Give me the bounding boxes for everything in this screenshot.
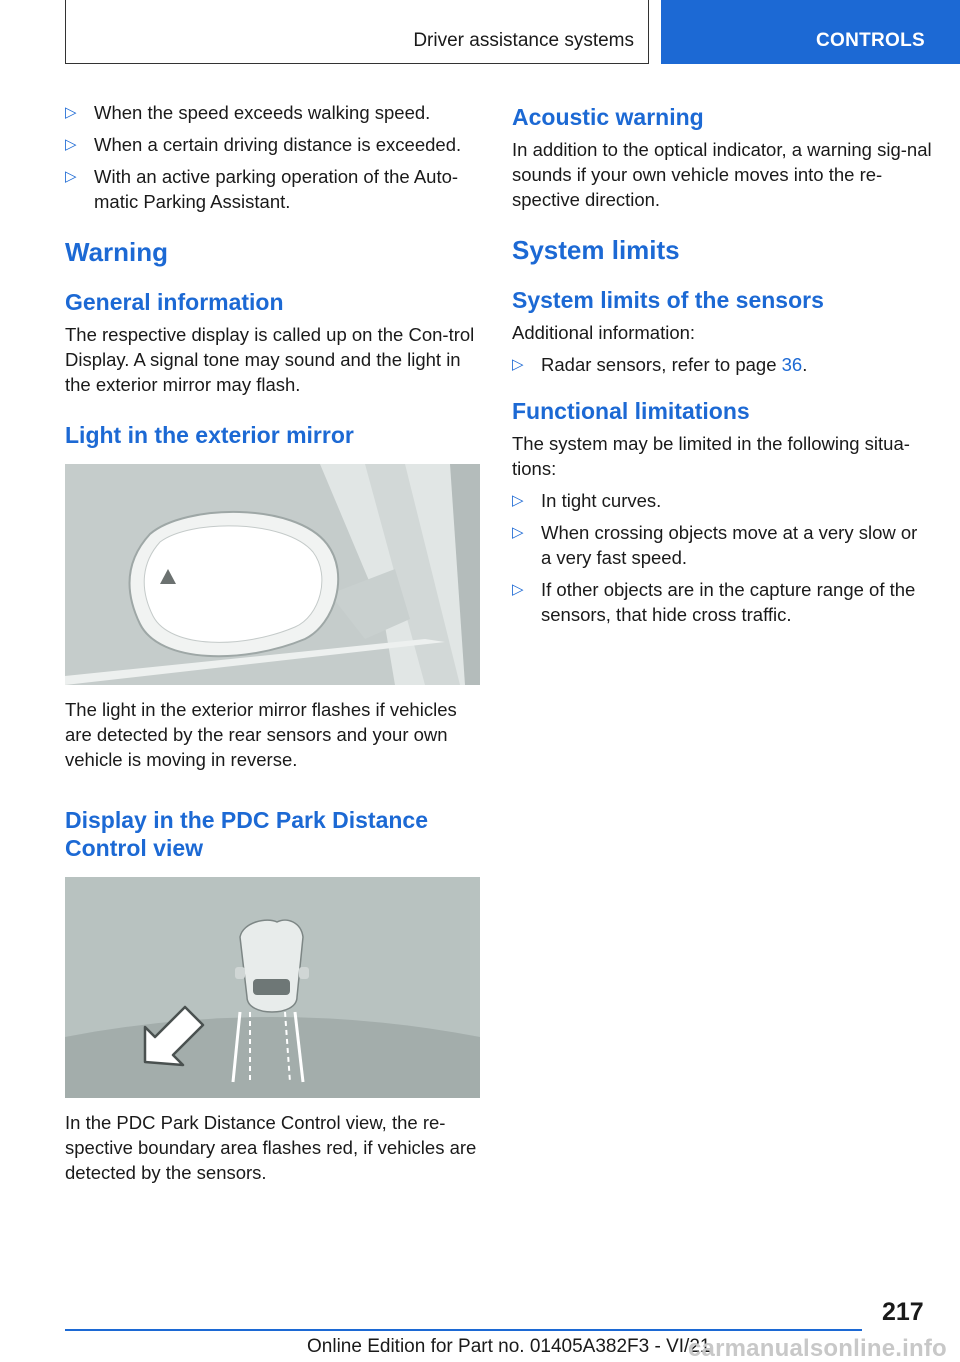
header-chapter-title: CONTROLS (816, 30, 926, 51)
bullet-list-sensors (512, 352, 932, 377)
general-information-text: The respective display is called up on the Con-trol Display. A signal tone may sound and the light in the exterior mirror may flash. (65, 324, 475, 395)
header-section-box (65, 0, 649, 64)
heading-acoustic-warning: Acoustic warning (512, 104, 704, 130)
list-item: ▷ If other objects are in the capture range of the sensors, that hide cross traffic. (512, 579, 916, 625)
list-item: ▷ In tight curves. (512, 490, 662, 511)
functional-limitations-text: The system may be limited in the following situa-tions: (512, 433, 910, 479)
exterior-mirror-figure (65, 464, 480, 685)
heading-pdc-display: Display in the PDC Park Distance Control view (65, 807, 429, 861)
page-reference-link[interactable]: 36 (781, 354, 803, 375)
bullet-list-functional (512, 488, 932, 627)
footer-edition: Online Edition for Part no. 01405A382F3 - VI/21 (307, 1336, 711, 1357)
heading-system-limits-sensors: System limits of the sensors (512, 287, 824, 313)
heading-system-limits: System limits (512, 235, 680, 265)
heading-functional-limitations: Functional limitations (512, 398, 750, 424)
list-item: ▷ With an active parking operation of the Auto-matic Parking Assistant. (65, 166, 459, 212)
mirror-text: The light in the exterior mirror flashes if vehicles are detected by the rear sensors and your own vehicle is moving in reverse. (65, 699, 457, 770)
list-item: ▷ When crossing objects move at a very slow or a very fast speed. (512, 522, 918, 568)
list-item: ▷ When a certain driving distance is exceeded. (65, 134, 462, 155)
triangle-right-icon: ▷ (512, 492, 524, 509)
bullet-list-top (65, 100, 480, 214)
triangle-right-icon: ▷ (512, 524, 524, 541)
footer-divider (65, 1329, 862, 1331)
triangle-right-icon: ▷ (512, 581, 524, 598)
header-section-title: Driver assistance systems (413, 30, 634, 51)
page-number: 217 (882, 1298, 924, 1326)
triangle-right-icon: ▷ (65, 168, 77, 185)
heading-warning: Warning (65, 237, 169, 267)
triangle-right-icon: ▷ (65, 104, 77, 121)
pdc-view-figure (65, 877, 480, 1098)
triangle-right-icon: ▷ (65, 136, 77, 153)
header-chapter-tab[interactable] (661, 0, 960, 64)
triangle-right-icon: ▷ (512, 356, 524, 373)
pdc-text: In the PDC Park Distance Control view, the re-spective boundary area flashes red, if vehicles are detected by the sensors. (65, 1112, 477, 1183)
left-column (65, 100, 480, 1185)
sensors-text: Additional information: (512, 322, 696, 343)
watermark-logo: carmanualsonline.info (688, 1335, 947, 1362)
right-column (512, 100, 932, 634)
acoustic-warning-text: In addition to the optical indicator, a warning sig-nal sounds if your own vehicle moves into the re-spective direction. (512, 139, 932, 210)
list-item: ▷ Radar sensors, refer to page 36. (512, 354, 808, 375)
list-item: ▷ When the speed exceeds walking speed. (65, 102, 431, 123)
heading-light-exterior-mirror: Light in the exterior mirror (65, 422, 354, 448)
heading-general-information: General information (65, 289, 284, 315)
